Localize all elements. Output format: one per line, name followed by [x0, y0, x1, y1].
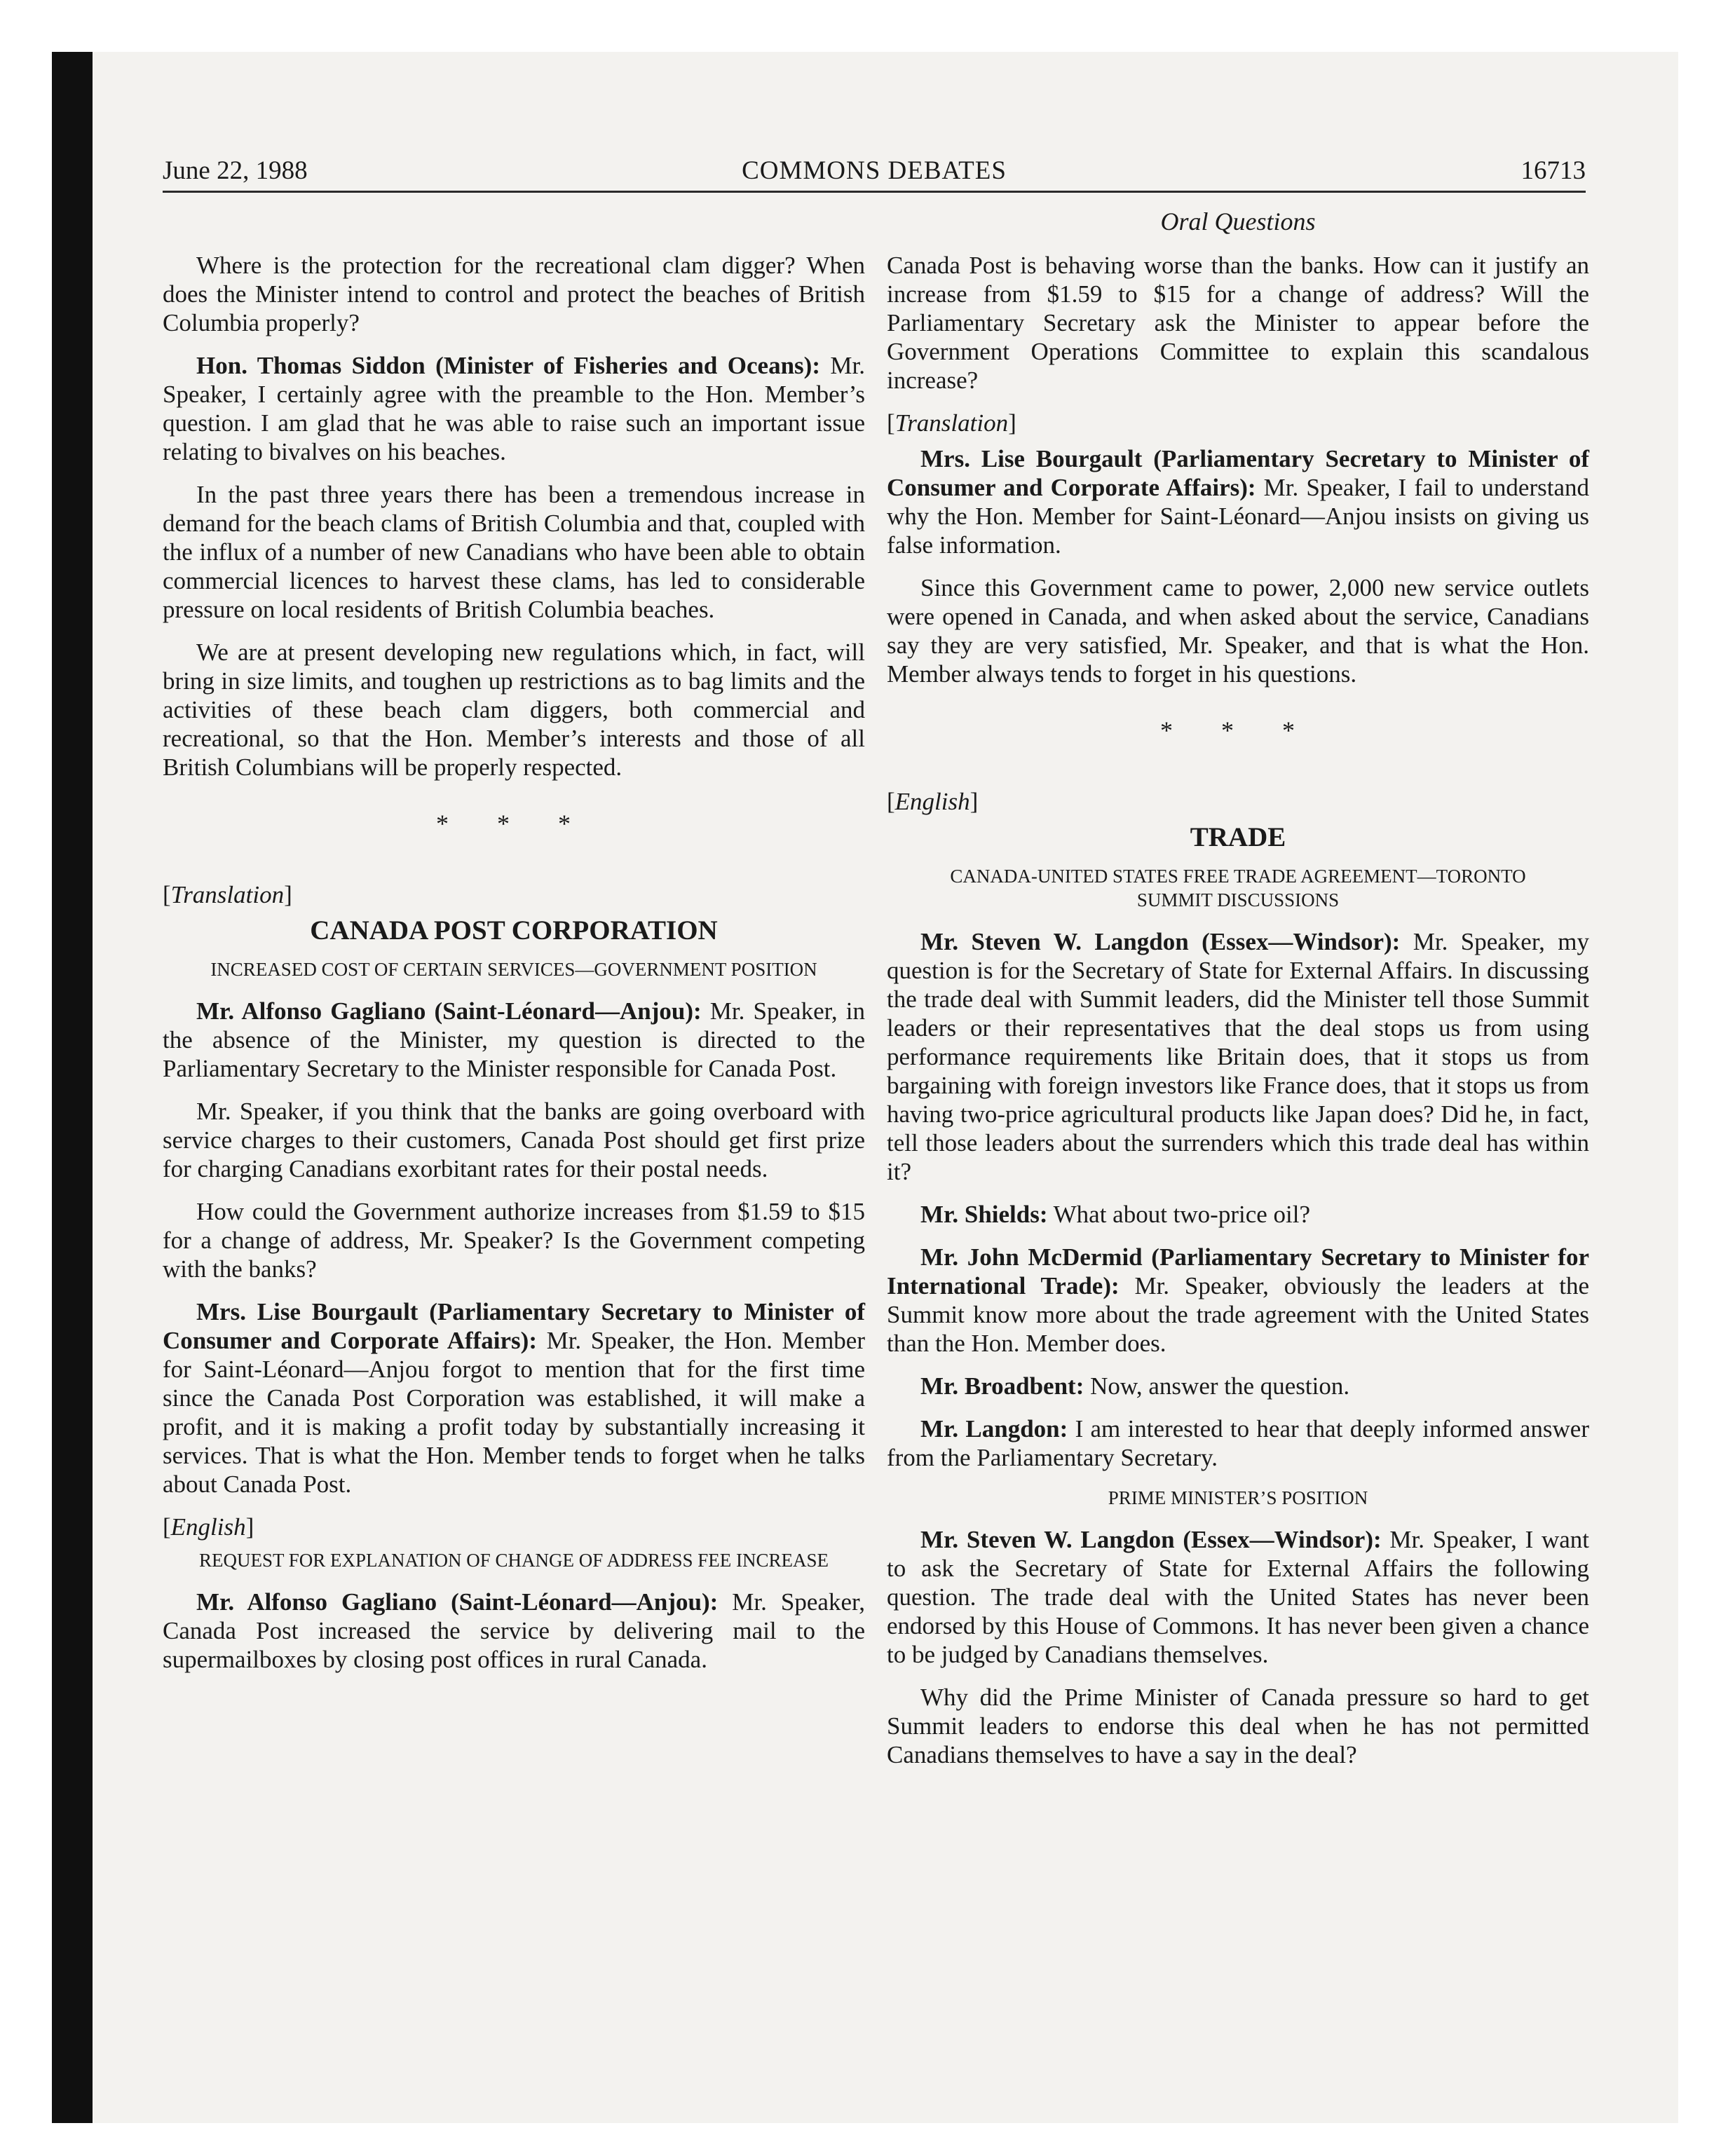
- speaker-name: Mrs. Lise Bourgault (Parliamentary Secretary to Minister of Consumer and Corporate Affairs):: [163, 1298, 865, 1354]
- paragraph: [163, 997, 865, 1083]
- subheading: CANADA-UNITED STATES FREE TRADE AGREEMENT—TORONTO SUMMIT DISCUSSIONS: [950, 866, 1526, 910]
- paragraph: Where is the protection for the recreational clam digger? When does the Minister intend to control and protect the beaches of British Columbia properly?: [163, 252, 865, 336]
- scan-border: [52, 52, 93, 2123]
- paragraph: [887, 1243, 1589, 1358]
- paragraph: [887, 1414, 1589, 1472]
- language-note: [English]: [887, 788, 979, 815]
- paragraph: How could the Government authorize increases from $1.59 to $15 for a change of address, Mr. Speaker? Is the Government competing with the banks?: [163, 1198, 865, 1283]
- paragraph: Canada Post is behaving worse than the banks. How can it justify an increase from $1.59 to $15 for a change of address? Will the Parliamentary Secretary ask the Minister to appear before the Government Operations Committee to explain this scandalous increase?: [887, 252, 1589, 394]
- paragraph: Why did the Prime Minister of Canada pressure so hard to get Summit leaders to endorse this deal when he has not permitted Canadians themselves to have a say in the deal?: [887, 1684, 1589, 1768]
- left-column: [163, 251, 865, 1688]
- paragraph: [887, 444, 1589, 559]
- language-note: [Translation]: [887, 409, 1016, 437]
- speaker-name: Mr. Broadbent:: [920, 1372, 1084, 1400]
- paragraph: In the past three years there has been a tremendous increase in demand for the beach clams of British Columbia and that, coupled with the influx of a number of new Canadians who have been able to obtain commercial licences to harvest these clams, has led to considerable pressure on local residents of British Columbia beaches.: [163, 481, 865, 623]
- right-column: [887, 251, 1589, 1783]
- speech-text: What about two-price oil?: [1047, 1201, 1311, 1228]
- subheading: INCREASED COST OF CERTAIN SERVICES—GOVERNMENT POSITION: [210, 959, 817, 980]
- speaker-name: Hon. Thomas Siddon (Minister of Fisheries and Oceans):: [196, 352, 820, 379]
- speaker-name: Mrs. Lise Bourgault (Parliamentary Secretary to Minister of Consumer and Corporate Affairs):: [887, 445, 1589, 501]
- paragraph: Mr. Speaker, if you think that the banks are going overboard with service charges to their customers, Canada Post should get first prize for charging Canadians exorbitant rates for their postal needs.: [163, 1098, 865, 1182]
- speech-text: I am interested to hear that deeply informed answer from the Parliamentary Secretary.: [887, 1415, 1589, 1471]
- speech-text: Now, answer the question.: [1084, 1372, 1350, 1400]
- paragraph: [163, 1588, 865, 1674]
- paragraph: [163, 1297, 865, 1499]
- speech-text: Mr. Speaker, I want to ask the Secretary of State for External Affairs the following question. The trade deal with the United States has never been endorsed by this House of Commons. It has never been given a chance to be judged by Canadians themselves.: [887, 1526, 1589, 1668]
- paragraph: Since this Government came to power, 2,000 new service outlets were opened in Canada, and when asked about the service, Canadians say they are very satisfied, Mr. Speaker, and that is what the Hon. Member always tends to forget in his questions.: [887, 574, 1589, 688]
- speech-text: Mr. Speaker, my question is for the Secretary of State for External Affairs. In discussing the trade deal with Summit leaders, did the Minister tell those Summit leaders or their representatives that the deal stops us from using performance requirements like Britain does, that it stops us from bargaining with foreign investors like France does, that it stops us from having two-price agricultural products like Japan does? Did he, in fact, tell those leaders about the surrenders which this trade deal has within it?: [887, 928, 1589, 1185]
- speech-text: Mr. Speaker, obviously the leaders at the Summit know more about the trade agreement with the United States than the Hon. Member does.: [887, 1272, 1589, 1357]
- paragraph: We are at present developing new regulations which, in fact, will bring in size limits, and toughen up restrictions as to bag limits and the activities of these beach clam diggers, both commercial and recreational, so that the Hon. Member’s interests and those of all British Columbians will be properly respected.: [163, 639, 865, 781]
- section-title: Oral Questions: [1160, 207, 1316, 236]
- speech-text: Mr. Speaker, I certainly agree with the preamble to the Hon. Member’s question. I am glad that he was able to raise such an important issue relating to bivalves on his beaches.: [163, 352, 865, 465]
- running-header: [163, 154, 1586, 193]
- header-date: June 22, 1988: [163, 156, 308, 185]
- speaker-name: Mr. John McDermid (Parliamentary Secretary to Minister for International Trade):: [887, 1243, 1589, 1299]
- speaker-name: Mr. Steven W. Langdon (Essex—Windsor):: [920, 928, 1401, 955]
- subheading: PRIME MINISTER’S POSITION: [1108, 1487, 1368, 1508]
- speaker-name: Mr. Alfonso Gagliano (Saint-Léonard—Anjou):: [196, 997, 702, 1025]
- subheading: REQUEST FOR EXPLANATION OF CHANGE OF ADDRESS FEE INCREASE: [198, 1550, 829, 1571]
- language-note: [English]: [163, 1513, 254, 1541]
- section-separator: * * *: [436, 810, 592, 838]
- paragraph: [887, 1200, 1589, 1229]
- speech-text: Mr. Speaker, in the absence of the Minister, my question is directed to the Parliamentary Secretary to the Minister responsible for Canada Post.: [163, 997, 865, 1082]
- speech-text: Mr. Speaker, I fail to understand why the Hon. Member for Saint-Léonard—Anjou insists on giving us false information.: [887, 474, 1589, 559]
- header-title: COMMONS DEBATES: [742, 156, 1007, 185]
- speaker-name: Mr. Shields:: [920, 1201, 1048, 1228]
- header-page-number: 16713: [1520, 156, 1586, 185]
- paragraph: [887, 927, 1589, 1186]
- section-heading: CANADA POST CORPORATION: [310, 915, 718, 946]
- section-heading: TRADE: [1190, 822, 1286, 852]
- language-note: [Translation]: [163, 881, 292, 908]
- paragraph: [887, 1525, 1589, 1669]
- paragraph: [887, 1372, 1589, 1400]
- paragraph: [163, 351, 865, 466]
- speech-text: Mr. Speaker, Canada Post increased the service by delivering mail to the supermailboxes by closing post offices in rural Canada.: [163, 1588, 865, 1673]
- speaker-name: Mr. Steven W. Langdon (Essex—Windsor):: [920, 1526, 1382, 1553]
- section-separator: * * *: [1160, 716, 1316, 744]
- speaker-name: Mr. Langdon:: [920, 1415, 1068, 1442]
- speaker-name: Mr. Alfonso Gagliano (Saint-Léonard—Anjou):: [196, 1588, 719, 1616]
- speech-text: Mr. Speaker, the Hon. Member for Saint-Léonard—Anjou forgot to mention that for the first time since the Canada Post Corporation was established, it will make a profit, and it is making a profit today by substantially increasing it services. That is what the Hon. Member tends to forget when he talks about Canada Post.: [163, 1327, 865, 1498]
